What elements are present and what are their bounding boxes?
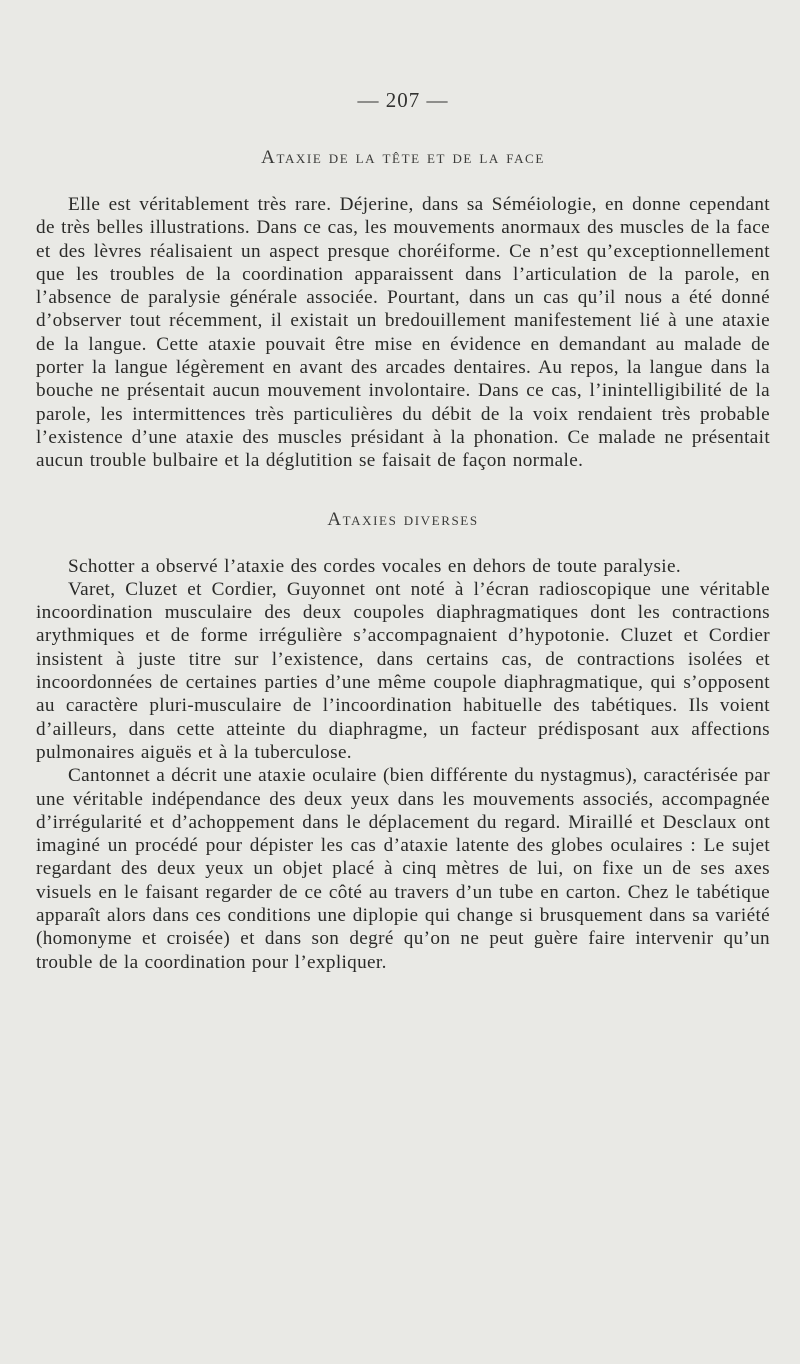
paragraph: Schotter a observé l’ataxie des cordes vocales en dehors de toute paralysie. [68,555,681,577]
section-title-ataxies-diverses: Ataxies diverses [327,508,479,530]
page-number: — 207 — [357,88,449,112]
paragraph: Elle est véritablement très rare. Déjerine, dans sa Séméiologie, en donne cependant de très belles illustrations. Dans ce cas, les mouvements anormaux des muscles de la face et des lèvres réalisaient un aspect presque choréiforme. Ce n’est qu’exceptionnellement que les troubles de la coordination apparaissent dans l’articulation de la parole, en l’absence de paralysie générale associée. Pourtant, dans un cas qu’il nous a été donné d’observer tout récemment, il existait un bredouillement manifestement lié à une ataxie de la langue. Cette ataxie pouvait être mise en évidence en demandant au malade de porter la langue légèrement en avant des arcades dentaires. Au repos, la langue dans la bouche ne présentait aucun mouvement involontaire. Dans ce cas, l’inintelligibilité de la parole, les intermittences très particulières du débit de la voix rendaient très probable l’existence d’une ataxie des muscles présidant à la phonation. Ce malade ne présentait aucun trouble bulbaire et la déglutition se faisait de façon normale. [36,194,770,472]
section-title-ataxie-tete-face: Ataxie de la tête et de la face [261,147,545,168]
paragraph: Cantonnet a décrit une ataxie oculaire (bien différente du nystagmus), caractérisée par une véritable indépendance des deux yeux dans les mouvements associés, accompagnée d’irrégularité et d’achoppement dans le déplacement du regard. Miraillé et Desclaux ont imaginé un procédé pour dépister les cas d’ataxie latente des globes oculaires : Le sujet regardant des deux yeux un objet placé à cinq mètres de lui, on fixe un de ses axes visuels en le faisant regarder de ce côté au travers d’un tube en carton. Chez le tabétique apparaît alors dans ces conditions une diplopie qui change si brusquement dans sa variété (homonyme et croisée) et dans son degré qu’on ne peut guère faire intervenir qu’un trouble de la coordination pour l’expliquer. [36,765,770,973]
paragraph: Varet, Cluzet et Cordier, Guyonnet ont noté à l’écran radioscopique une véritable incoordination musculaire des deux coupoles diaphragmatiques dont les contractions arythmiques et de forme irrégulière s’accompagnaient d’hypotonie. Cluzet et Cordier insistent à juste titre sur l’existence, dans certains cas, de contractions isolées et incoordonnées de certaines parties d’une même coupole diaphragmatique, qui s’opposent au caractère pluri-musculaire de l’incoordination habituelle des tabétiques. Ils voient d’ailleurs, dans cette atteinte du diaphragme, un facteur prédisposant aux affections pulmonaires aiguës et à la tuberculose. [36,578,770,763]
